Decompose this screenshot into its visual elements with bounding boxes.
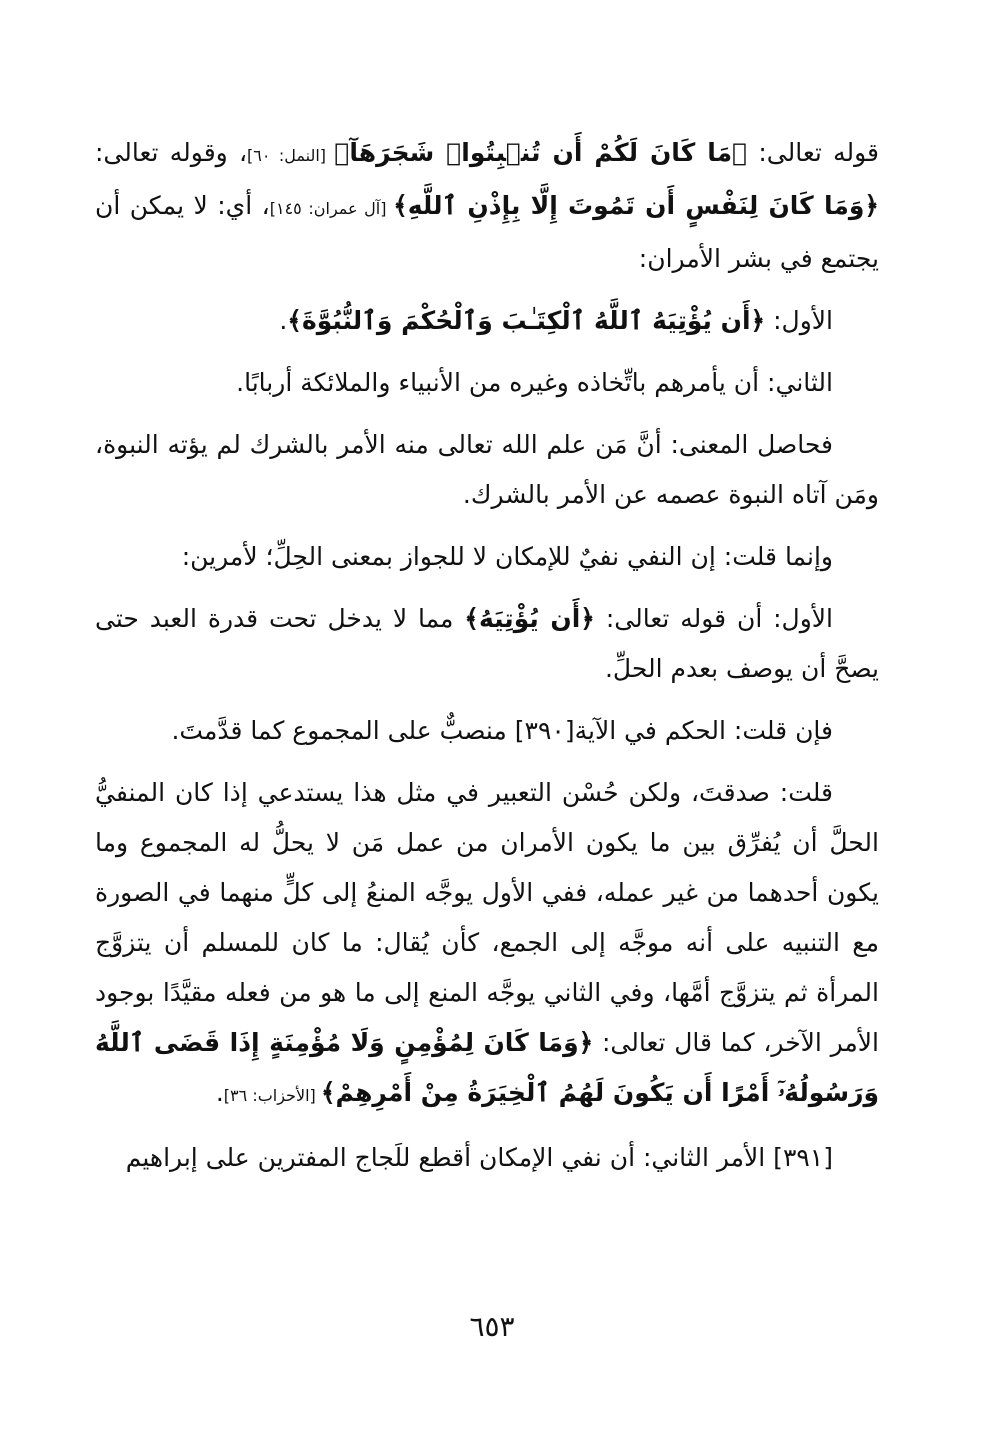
paragraph <box>95 128 879 284</box>
body-text: . <box>215 1078 224 1107</box>
quran-quote: ﴿أَن يُؤْتِيَهُ ٱللَّهُ ٱلْكِتَـٰبَ وَٱلْحُكْمَ وَٱلنُّبُوَّةَ﴾ <box>287 306 766 335</box>
paragraph <box>95 1133 879 1183</box>
paragraph <box>95 706 879 756</box>
verse-reference: [النمل: ٦٠] <box>247 146 335 165</box>
body-text: الثاني: أن يأمرهم باتِّخاذه وغيره من الأنبياء والملائكة أربابًا. <box>236 368 833 397</box>
body-text: قوله تعالى: <box>747 138 879 167</box>
body-text: الأول: أن قوله تعالى: <box>594 604 834 633</box>
body-text: وإنما قلت: إن النفي نفيٌ للإمكان لا للجواز بمعنى الحِلِّ؛ لأمرين: <box>181 542 833 571</box>
page-number: ٦٥٣ <box>469 1310 515 1343</box>
body-text: مما لا يدخل تحت قدرة العبد حتى يصحَّ أن يوصف بعدم الحلِّ. <box>95 604 879 683</box>
verse-reference: [الأحزاب: ٣٦] <box>223 1086 321 1105</box>
body-text: ، أي: لا يمكن أن يجتمع في بشر الأمران: <box>95 191 879 273</box>
paragraph <box>95 532 879 582</box>
body-text: فحاصل المعنى: أنَّ مَن علم الله تعالى منه الأمر بالشرك لم يؤته النبوة، ومَن آتاه النبوة عصمه عن الأمر بالشرك. <box>95 430 879 509</box>
paragraph <box>95 420 879 520</box>
quran-quote: ﴿أَن يُؤْتِيَهُ﴾ <box>464 604 595 633</box>
paragraph <box>95 594 879 694</box>
paragraph-list <box>95 128 879 1183</box>
quran-quote: ﴿مَا كَانَ لَكُمْ أَن تُنۢبِتُوا۟ شَجَرَهَآ﴾ <box>334 138 748 167</box>
body-text: [٣٩١] الأمر الثاني: أن نفي الإمكان أقطع للَجاج المفترين على إبراهيم <box>125 1143 833 1172</box>
body-text: فإن قلت: الحكم في الآية[٣٩٠] منصبٌّ على المجموع كما قدَّمتَ. <box>171 716 833 745</box>
page-body <box>95 128 879 1451</box>
paragraph <box>95 768 879 1121</box>
body-text: . <box>279 306 288 335</box>
paragraph <box>95 296 879 346</box>
quran-quote: ﴿وَمَا كَانَ لِنَفْسٍ أَن تَمُوتَ إِلَّا بِإِذْنِ ٱللَّهِ﴾ <box>393 191 880 220</box>
body-text: قلت: صدقتَ، ولكن حُسْن التعبير في مثل هذا يستدعي إذا كان المنفيُّ الحلَّ أن يُفرِّق بين ما يكون الأمران من عمل مَن لا يحلُّ له المجموع وما يكون أحدهما من غير عمله، ففي الأول يوجَّه المنعُ إلى كلٍّ منهما في الصورة مع التنبيه على أنه موجَّه إلى الجمع، كأن يُقال: ما كان للمسلم أن يتزوَّج المرأة ثم يتزوَّج أمَّها، وفي الثاني يوجَّه المنع إلى ما هو من فعله مقيَّدًا بوجود الأمر الآخر، كما قال تعالى: <box>95 778 879 1057</box>
paragraph <box>95 358 879 408</box>
body-text: ، وقوله تعالى: <box>95 138 248 167</box>
quran-quote: ﴿وَمَا كَانَ لِمُؤْمِنٍ وَلَا مُؤْمِنَةٍ إِذَا قَضَى ٱللَّهُ وَرَسُولُهُۥٓ أَمْرًا أَن يَكُونَ لَهُمُ ٱلْخِيَرَةُ مِنْ أَمْرِهِمْ﴾ <box>95 1028 879 1107</box>
verse-reference: [آل عمران: ١٤٥] <box>269 199 394 218</box>
body-text: الأول: <box>765 306 833 335</box>
